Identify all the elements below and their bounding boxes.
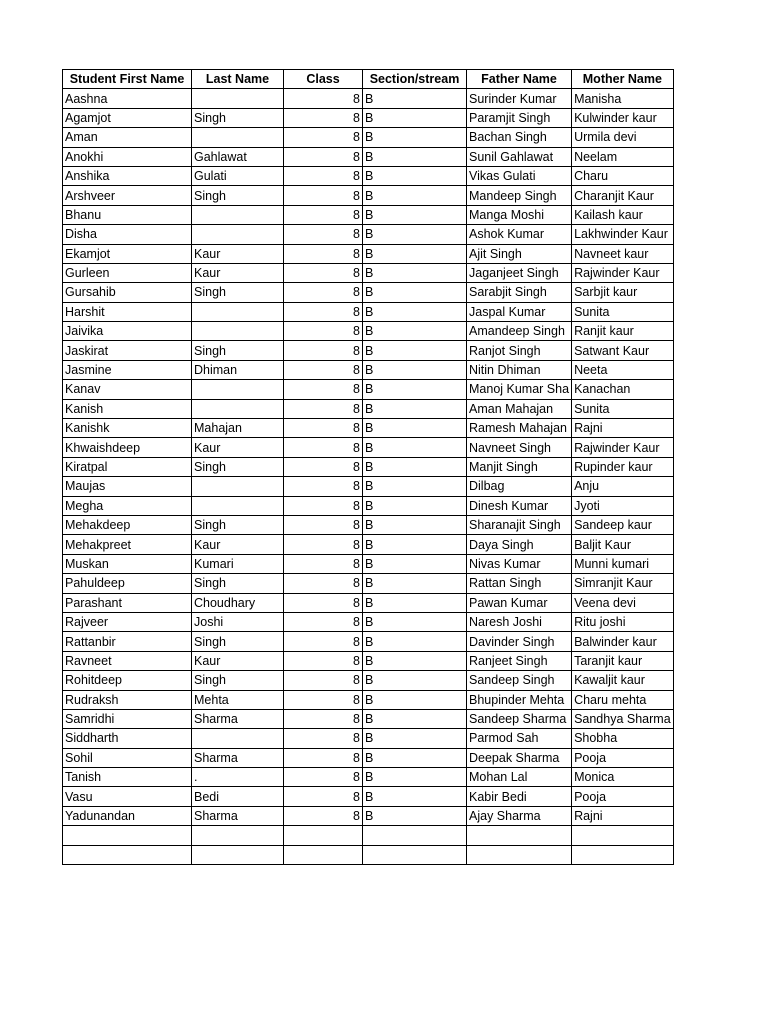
class-cell[interactable]: 8 xyxy=(284,729,363,748)
first-name-cell[interactable]: Gursahib xyxy=(63,283,192,302)
first-name-cell[interactable]: Anshika xyxy=(63,166,192,185)
mother-name-cell[interactable]: Sandeep kaur xyxy=(572,515,674,534)
class-cell[interactable]: 8 xyxy=(284,166,363,185)
section-cell[interactable]: B xyxy=(363,748,467,767)
last-name-cell[interactable] xyxy=(192,128,284,147)
table-row xyxy=(63,128,674,147)
mother-name-cell[interactable]: Sandhya Sharma xyxy=(572,709,674,728)
father-name-cell[interactable]: Sandeep Sharma xyxy=(467,709,572,728)
mother-name-cell[interactable]: Munni kumari xyxy=(572,554,674,573)
section-cell[interactable]: B xyxy=(363,322,467,341)
class-cell[interactable]: 8 xyxy=(284,671,363,690)
section-cell[interactable] xyxy=(363,826,467,845)
table-row xyxy=(63,457,674,476)
mother-name-cell[interactable]: Kailash kaur xyxy=(572,205,674,224)
section-cell[interactable]: B xyxy=(363,419,467,438)
class-cell[interactable]: 8 xyxy=(284,574,363,593)
table-row xyxy=(63,89,674,108)
first-name-cell[interactable]: Kanish xyxy=(63,399,192,418)
first-name-cell[interactable]: Kanishk xyxy=(63,419,192,438)
mother-name-cell[interactable]: Kulwinder kaur xyxy=(572,108,674,127)
mother-name-cell[interactable]: Kanachan xyxy=(572,380,674,399)
first-name-cell[interactable]: Mehakpreet xyxy=(63,535,192,554)
last-name-cell[interactable]: Sharma xyxy=(192,748,284,767)
mother-name-cell[interactable]: Baljit Kaur xyxy=(572,535,674,554)
section-cell[interactable]: B xyxy=(363,89,467,108)
class-cell[interactable]: 8 xyxy=(284,283,363,302)
mother-name-cell[interactable]: Pooja xyxy=(572,748,674,767)
father-name-cell[interactable]: Nitin Dhiman xyxy=(467,360,572,379)
table-row xyxy=(63,826,674,845)
section-cell[interactable]: B xyxy=(363,787,467,806)
first-name-cell[interactable]: Siddharth xyxy=(63,729,192,748)
class-cell[interactable]: 8 xyxy=(284,709,363,728)
table-row xyxy=(63,322,674,341)
mother-name-cell[interactable]: Charanjit Kaur xyxy=(572,186,674,205)
father-name-cell[interactable]: Mandeep Singh xyxy=(467,186,572,205)
last-name-cell[interactable]: Kaur xyxy=(192,263,284,282)
last-name-cell[interactable]: Singh xyxy=(192,457,284,476)
last-name-cell[interactable] xyxy=(192,496,284,515)
father-name-cell[interactable]: Daya Singh xyxy=(467,535,572,554)
class-cell[interactable]: 8 xyxy=(284,108,363,127)
class-cell[interactable]: 8 xyxy=(284,360,363,379)
table-row xyxy=(63,845,674,864)
table-row xyxy=(63,612,674,631)
table-row xyxy=(63,302,674,321)
mother-name-cell[interactable]: Sunita xyxy=(572,399,674,418)
mother-name-cell[interactable]: Taranjit kaur xyxy=(572,651,674,670)
father-name-cell[interactable]: Amandeep Singh xyxy=(467,322,572,341)
father-name-cell[interactable]: Jaspal Kumar xyxy=(467,302,572,321)
mother-name-cell[interactable]: Sarbjit kaur xyxy=(572,283,674,302)
father-name-cell[interactable]: Dinesh Kumar xyxy=(467,496,572,515)
father-name-cell[interactable]: Sunil Gahlawat xyxy=(467,147,572,166)
mother-name-cell[interactable]: Veena devi xyxy=(572,593,674,612)
class-cell[interactable]: 8 xyxy=(284,806,363,825)
first-name-cell[interactable]: Bhanu xyxy=(63,205,192,224)
last-name-cell[interactable]: Gahlawat xyxy=(192,147,284,166)
table-row xyxy=(63,768,674,787)
header-mother-name[interactable]: Mother Name xyxy=(572,70,674,89)
mother-name-cell[interactable]: Anju xyxy=(572,477,674,496)
father-name-cell[interactable]: Manjit Singh xyxy=(467,457,572,476)
section-cell[interactable] xyxy=(363,845,467,864)
first-name-cell[interactable]: Rudraksh xyxy=(63,690,192,709)
first-name-cell[interactable]: Arshveer xyxy=(63,186,192,205)
father-name-cell[interactable]: Davinder Singh xyxy=(467,632,572,651)
class-cell[interactable]: 8 xyxy=(284,496,363,515)
section-cell[interactable]: B xyxy=(363,244,467,263)
mother-name-cell[interactable]: Sunita xyxy=(572,302,674,321)
section-cell[interactable]: B xyxy=(363,283,467,302)
father-name-cell[interactable]: Deepak Sharma xyxy=(467,748,572,767)
mother-name-cell[interactable]: Navneet kaur xyxy=(572,244,674,263)
table-row xyxy=(63,225,674,244)
mother-name-cell[interactable]: Manisha xyxy=(572,89,674,108)
table-row xyxy=(63,806,674,825)
class-cell[interactable]: 8 xyxy=(284,515,363,534)
header-father-name[interactable]: Father Name xyxy=(467,70,572,89)
mother-name-cell[interactable]: Neeta xyxy=(572,360,674,379)
table-row xyxy=(63,709,674,728)
section-cell[interactable]: B xyxy=(363,302,467,321)
first-name-cell[interactable]: Agamjot xyxy=(63,108,192,127)
mother-name-cell[interactable]: Jyoti xyxy=(572,496,674,515)
class-cell[interactable]: 8 xyxy=(284,205,363,224)
section-cell[interactable]: B xyxy=(363,147,467,166)
first-name-cell[interactable]: Yadunandan xyxy=(63,806,192,825)
table-row xyxy=(63,593,674,612)
section-cell[interactable]: B xyxy=(363,806,467,825)
father-name-cell[interactable]: Parmod Sah xyxy=(467,729,572,748)
mother-name-cell[interactable]: Ranjit kaur xyxy=(572,322,674,341)
section-cell[interactable]: B xyxy=(363,360,467,379)
first-name-cell[interactable]: Parashant xyxy=(63,593,192,612)
father-name-cell[interactable]: Ajay Sharma xyxy=(467,806,572,825)
mother-name-cell[interactable]: Monica xyxy=(572,768,674,787)
last-name-cell[interactable]: Sharma xyxy=(192,806,284,825)
mother-name-cell[interactable]: Satwant Kaur xyxy=(572,341,674,360)
table-body xyxy=(63,89,674,865)
class-cell[interactable]: 8 xyxy=(284,380,363,399)
table-row xyxy=(63,147,674,166)
last-name-cell[interactable]: Singh xyxy=(192,671,284,690)
last-name-cell[interactable] xyxy=(192,89,284,108)
mother-name-cell[interactable]: Rupinder kaur xyxy=(572,457,674,476)
section-cell[interactable]: B xyxy=(363,632,467,651)
first-name-cell[interactable]: Disha xyxy=(63,225,192,244)
father-name-cell[interactable]: Navneet Singh xyxy=(467,438,572,457)
father-name-cell[interactable]: Ajit Singh xyxy=(467,244,572,263)
last-name-cell[interactable] xyxy=(192,826,284,845)
class-cell[interactable]: 8 xyxy=(284,593,363,612)
class-cell[interactable]: 8 xyxy=(284,535,363,554)
mother-name-cell[interactable]: Simranjit Kaur xyxy=(572,574,674,593)
table-row xyxy=(63,380,674,399)
father-name-cell[interactable]: Paramjit Singh xyxy=(467,108,572,127)
class-cell[interactable] xyxy=(284,826,363,845)
last-name-cell[interactable]: Mehta xyxy=(192,690,284,709)
header-row xyxy=(63,70,674,89)
mother-name-cell[interactable]: Rajni xyxy=(572,419,674,438)
first-name-cell[interactable]: Ravneet xyxy=(63,651,192,670)
last-name-cell[interactable]: Choudhary xyxy=(192,593,284,612)
father-name-cell[interactable]: Jaganjeet Singh xyxy=(467,263,572,282)
section-cell[interactable]: B xyxy=(363,593,467,612)
table-row xyxy=(63,632,674,651)
first-name-cell[interactable]: Mehakdeep xyxy=(63,515,192,534)
last-name-cell[interactable] xyxy=(192,302,284,321)
last-name-cell[interactable]: Kaur xyxy=(192,438,284,457)
first-name-cell[interactable]: Rajveer xyxy=(63,612,192,631)
section-cell[interactable]: B xyxy=(363,457,467,476)
last-name-cell[interactable]: Singh xyxy=(192,341,284,360)
class-cell[interactable]: 8 xyxy=(284,399,363,418)
class-cell[interactable]: 8 xyxy=(284,419,363,438)
class-cell[interactable]: 8 xyxy=(284,89,363,108)
father-name-cell[interactable]: Ranjot Singh xyxy=(467,341,572,360)
table-row xyxy=(63,205,674,224)
father-name-cell[interactable]: Rattan Singh xyxy=(467,574,572,593)
table-row xyxy=(63,477,674,496)
class-cell[interactable]: 8 xyxy=(284,341,363,360)
section-cell[interactable]: B xyxy=(363,399,467,418)
mother-name-cell[interactable]: Rajwinder Kaur xyxy=(572,438,674,457)
table-row xyxy=(63,263,674,282)
last-name-cell[interactable] xyxy=(192,225,284,244)
last-name-cell[interactable] xyxy=(192,380,284,399)
table-row xyxy=(63,283,674,302)
first-name-cell[interactable]: Ekamjot xyxy=(63,244,192,263)
father-name-cell[interactable]: Surinder Kumar xyxy=(467,89,572,108)
class-cell[interactable]: 8 xyxy=(284,225,363,244)
section-cell[interactable]: B xyxy=(363,496,467,515)
last-name-cell[interactable] xyxy=(192,845,284,864)
father-name-cell[interactable]: Bhupinder Mehta xyxy=(467,690,572,709)
last-name-cell[interactable]: Singh xyxy=(192,283,284,302)
last-name-cell[interactable]: Singh xyxy=(192,108,284,127)
last-name-cell[interactable]: Singh xyxy=(192,574,284,593)
class-cell[interactable]: 8 xyxy=(284,554,363,573)
table-row xyxy=(63,515,674,534)
class-cell[interactable]: 8 xyxy=(284,768,363,787)
table-row xyxy=(63,574,674,593)
father-name-cell[interactable]: Mohan Lal xyxy=(467,768,572,787)
table-row xyxy=(63,419,674,438)
last-name-cell[interactable] xyxy=(192,399,284,418)
last-name-cell[interactable]: Bedi xyxy=(192,787,284,806)
first-name-cell[interactable]: Tanish xyxy=(63,768,192,787)
table-row xyxy=(63,729,674,748)
class-cell[interactable]: 8 xyxy=(284,632,363,651)
mother-name-cell[interactable]: Kawaljit kaur xyxy=(572,671,674,690)
last-name-cell[interactable]: Mahajan xyxy=(192,419,284,438)
last-name-cell[interactable]: Singh xyxy=(192,186,284,205)
last-name-cell[interactable] xyxy=(192,322,284,341)
last-name-cell[interactable] xyxy=(192,477,284,496)
last-name-cell[interactable]: Kaur xyxy=(192,244,284,263)
mother-name-cell[interactable] xyxy=(572,826,674,845)
table-row xyxy=(63,554,674,573)
first-name-cell[interactable]: Jasmine xyxy=(63,360,192,379)
table-row xyxy=(63,651,674,670)
header-first-name[interactable]: Student First Name xyxy=(63,70,192,89)
table-row xyxy=(63,399,674,418)
class-cell[interactable]: 8 xyxy=(284,477,363,496)
table-row xyxy=(63,244,674,263)
first-name-cell[interactable]: Rohitdeep xyxy=(63,671,192,690)
first-name-cell[interactable]: Muskan xyxy=(63,554,192,573)
first-name-cell[interactable]: Samridhi xyxy=(63,709,192,728)
section-cell[interactable]: B xyxy=(363,263,467,282)
student-table-container xyxy=(62,69,674,865)
class-cell[interactable]: 8 xyxy=(284,457,363,476)
class-cell[interactable]: 8 xyxy=(284,128,363,147)
table-row xyxy=(63,341,674,360)
father-name-cell[interactable] xyxy=(467,845,572,864)
class-cell[interactable]: 8 xyxy=(284,612,363,631)
first-name-cell[interactable]: Kiratpal xyxy=(63,457,192,476)
table-row xyxy=(63,438,674,457)
first-name-cell[interactable]: Aman xyxy=(63,128,192,147)
table-row xyxy=(63,787,674,806)
last-name-cell[interactable]: Dhiman xyxy=(192,360,284,379)
last-name-cell[interactable]: Kumari xyxy=(192,554,284,573)
section-cell[interactable]: B xyxy=(363,166,467,185)
father-name-cell[interactable]: Naresh Joshi xyxy=(467,612,572,631)
father-name-cell[interactable]: Sharanajit Singh xyxy=(467,515,572,534)
class-cell[interactable]: 8 xyxy=(284,438,363,457)
first-name-cell[interactable] xyxy=(63,826,192,845)
section-cell[interactable]: B xyxy=(363,690,467,709)
mother-name-cell[interactable]: Lakhwinder Kaur xyxy=(572,225,674,244)
section-cell[interactable]: B xyxy=(363,341,467,360)
first-name-cell[interactable]: Rattanbir xyxy=(63,632,192,651)
last-name-cell[interactable] xyxy=(192,205,284,224)
section-cell[interactable]: B xyxy=(363,612,467,631)
header-class[interactable]: Class xyxy=(284,70,363,89)
mother-name-cell[interactable]: Ritu joshi xyxy=(572,612,674,631)
first-name-cell[interactable] xyxy=(63,845,192,864)
section-cell[interactable]: B xyxy=(363,671,467,690)
first-name-cell[interactable]: Aashna xyxy=(63,89,192,108)
section-cell[interactable]: B xyxy=(363,225,467,244)
table-row xyxy=(63,671,674,690)
section-cell[interactable]: B xyxy=(363,554,467,573)
section-cell[interactable]: B xyxy=(363,186,467,205)
section-cell[interactable]: B xyxy=(363,477,467,496)
first-name-cell[interactable]: Gurleen xyxy=(63,263,192,282)
class-cell[interactable]: 8 xyxy=(284,302,363,321)
class-cell[interactable]: 8 xyxy=(284,244,363,263)
section-cell[interactable]: B xyxy=(363,128,467,147)
first-name-cell[interactable]: Megha xyxy=(63,496,192,515)
section-cell[interactable]: B xyxy=(363,574,467,593)
last-name-cell[interactable]: Sharma xyxy=(192,709,284,728)
table-row xyxy=(63,186,674,205)
table-row xyxy=(63,166,674,185)
last-name-cell[interactable]: Gulati xyxy=(192,166,284,185)
section-cell[interactable]: B xyxy=(363,535,467,554)
class-cell[interactable]: 8 xyxy=(284,322,363,341)
header-last-name[interactable]: Last Name xyxy=(192,70,284,89)
last-name-cell[interactable]: . xyxy=(192,768,284,787)
father-name-cell[interactable]: Vikas Gulati xyxy=(467,166,572,185)
header-section[interactable]: Section/stream xyxy=(363,70,467,89)
first-name-cell[interactable]: Maujas xyxy=(63,477,192,496)
section-cell[interactable]: B xyxy=(363,380,467,399)
section-cell[interactable]: B xyxy=(363,651,467,670)
class-cell[interactable]: 8 xyxy=(284,748,363,767)
section-cell[interactable]: B xyxy=(363,438,467,457)
first-name-cell[interactable]: Jaivika xyxy=(63,322,192,341)
class-cell[interactable]: 8 xyxy=(284,186,363,205)
last-name-cell[interactable]: Singh xyxy=(192,515,284,534)
section-cell[interactable]: B xyxy=(363,515,467,534)
first-name-cell[interactable]: Sohil xyxy=(63,748,192,767)
first-name-cell[interactable]: Vasu xyxy=(63,787,192,806)
father-name-cell[interactable]: Ashok Kumar xyxy=(467,225,572,244)
class-cell[interactable]: 8 xyxy=(284,690,363,709)
table-row xyxy=(63,748,674,767)
table-row xyxy=(63,690,674,709)
father-name-cell[interactable]: Ranjeet Singh xyxy=(467,651,572,670)
father-name-cell[interactable]: Dilbag xyxy=(467,477,572,496)
last-name-cell[interactable]: Kaur xyxy=(192,535,284,554)
table-row xyxy=(63,360,674,379)
first-name-cell[interactable]: Jaskirat xyxy=(63,341,192,360)
father-name-cell[interactable]: Manoj Kumar Sha xyxy=(467,380,572,399)
father-name-cell[interactable] xyxy=(467,826,572,845)
mother-name-cell[interactable]: Charu xyxy=(572,166,674,185)
section-cell[interactable]: B xyxy=(363,768,467,787)
father-name-cell[interactable]: Ramesh Mahajan xyxy=(467,419,572,438)
table-row xyxy=(63,108,674,127)
mother-name-cell[interactable]: Pooja xyxy=(572,787,674,806)
class-cell[interactable] xyxy=(284,845,363,864)
father-name-cell[interactable]: Pawan Kumar xyxy=(467,593,572,612)
first-name-cell[interactable]: Pahuldeep xyxy=(63,574,192,593)
mother-name-cell[interactable]: Shobha xyxy=(572,729,674,748)
father-name-cell[interactable]: Sandeep Singh xyxy=(467,671,572,690)
mother-name-cell[interactable] xyxy=(572,845,674,864)
first-name-cell[interactable]: Khwaishdeep xyxy=(63,438,192,457)
section-cell[interactable]: B xyxy=(363,205,467,224)
class-cell[interactable]: 8 xyxy=(284,787,363,806)
mother-name-cell[interactable]: Balwinder kaur xyxy=(572,632,674,651)
father-name-cell[interactable]: Aman Mahajan xyxy=(467,399,572,418)
student-table xyxy=(62,69,674,865)
first-name-cell[interactable]: Harshit xyxy=(63,302,192,321)
section-cell[interactable]: B xyxy=(363,709,467,728)
class-cell[interactable]: 8 xyxy=(284,651,363,670)
section-cell[interactable]: B xyxy=(363,108,467,127)
father-name-cell[interactable]: Nivas Kumar xyxy=(467,554,572,573)
table-row xyxy=(63,535,674,554)
father-name-cell[interactable]: Sarabjit Singh xyxy=(467,283,572,302)
mother-name-cell[interactable]: Rajni xyxy=(572,806,674,825)
father-name-cell[interactable]: Kabir Bedi xyxy=(467,787,572,806)
father-name-cell[interactable]: Manga Moshi xyxy=(467,205,572,224)
section-cell[interactable]: B xyxy=(363,729,467,748)
mother-name-cell[interactable]: Urmila devi xyxy=(572,128,674,147)
first-name-cell[interactable]: Anokhi xyxy=(63,147,192,166)
father-name-cell[interactable]: Bachan Singh xyxy=(467,128,572,147)
table-row xyxy=(63,496,674,515)
last-name-cell[interactable] xyxy=(192,729,284,748)
first-name-cell[interactable]: Kanav xyxy=(63,380,192,399)
mother-name-cell[interactable]: Rajwinder Kaur xyxy=(572,263,674,282)
mother-name-cell[interactable]: Neelam xyxy=(572,147,674,166)
class-cell[interactable]: 8 xyxy=(284,147,363,166)
mother-name-cell[interactable]: Charu mehta xyxy=(572,690,674,709)
class-cell[interactable]: 8 xyxy=(284,263,363,282)
last-name-cell[interactable]: Singh xyxy=(192,632,284,651)
last-name-cell[interactable]: Joshi xyxy=(192,612,284,631)
last-name-cell[interactable]: Kaur xyxy=(192,651,284,670)
